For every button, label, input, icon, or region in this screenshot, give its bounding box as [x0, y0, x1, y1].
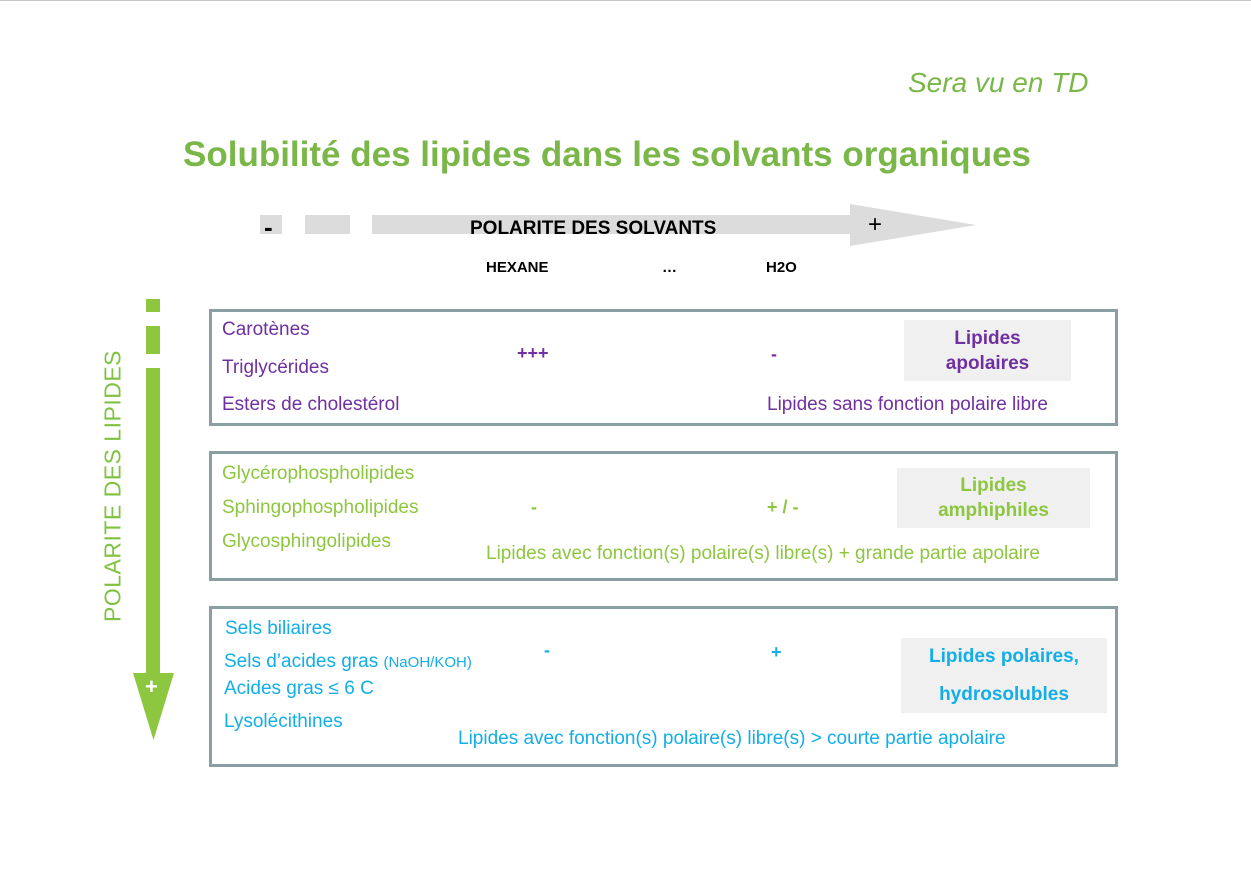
category-tag: [901, 638, 1107, 713]
lipid-axis-label: POLARITE DES LIPIDES: [99, 349, 126, 623]
solvent-minus: -: [264, 212, 273, 242]
group-description: Lipides avec fonction(s) polaire(s) libre(s) > courte partie apolaire: [458, 728, 1006, 749]
lipid-item: Esters de cholestérol: [222, 394, 400, 415]
solvent-axis-label: POLARITE DES SOLVANTS: [470, 218, 717, 239]
arrow-shaft: [146, 368, 160, 678]
category-tag-line: Lipides: [960, 475, 1027, 496]
hexane-solubility: +++: [517, 343, 549, 363]
water-header: H2O: [766, 259, 797, 276]
category-tag-line: Lipides: [954, 327, 1021, 349]
category-tag-line: amphiphiles: [938, 500, 1049, 521]
water-solubility: -: [771, 344, 777, 364]
lipid-item: Lysolécithines: [224, 711, 343, 732]
dots-header: …: [662, 259, 677, 276]
hexane-solubility: -: [544, 640, 550, 660]
lipid-item-note: (NaOH/KOH): [383, 654, 472, 671]
lipid-item-name: Sels d’acides gras: [224, 651, 379, 672]
page-title: Solubilité des lipides dans les solvants organiques: [183, 135, 1031, 174]
category-tag-line: Lipides polaires,: [929, 645, 1079, 667]
arrow-dash: [146, 299, 160, 312]
lipid-item: Glycosphingolipides: [222, 531, 391, 552]
hexane-solubility: -: [531, 497, 537, 517]
lipid-item: Sphingophospholipides: [222, 497, 419, 518]
group-description: Lipides sans fonction polaire libre: [767, 394, 1048, 415]
category-tag: [904, 320, 1071, 381]
water-solubility: + / -: [767, 497, 799, 517]
hexane-header: HEXANE: [486, 259, 549, 276]
solvent-plus: +: [868, 211, 883, 238]
category-tag: [897, 468, 1090, 528]
group-description: Lipides avec fonction(s) polaire(s) libre(s) + grande partie apolaire: [486, 543, 1040, 564]
lipid-item: Glycérophospholipides: [222, 463, 415, 484]
lipid-item: Acides gras ≤ 6 C: [224, 678, 374, 699]
lipid-item: [224, 651, 472, 673]
lipid-item: Triglycérides: [222, 357, 329, 378]
lipid-item: Carotènes: [222, 319, 310, 340]
water-solubility: +: [771, 642, 782, 662]
arrow-dash: [305, 215, 350, 234]
note-text: Sera vu en TD: [908, 67, 1089, 98]
lipid-item: Sels biliaires: [225, 618, 332, 639]
arrow-dash: [146, 326, 160, 354]
lipid-plus: +: [145, 674, 158, 699]
category-tag-line: hydrosolubles: [939, 683, 1069, 705]
category-tag-line: apolaires: [945, 352, 1030, 374]
